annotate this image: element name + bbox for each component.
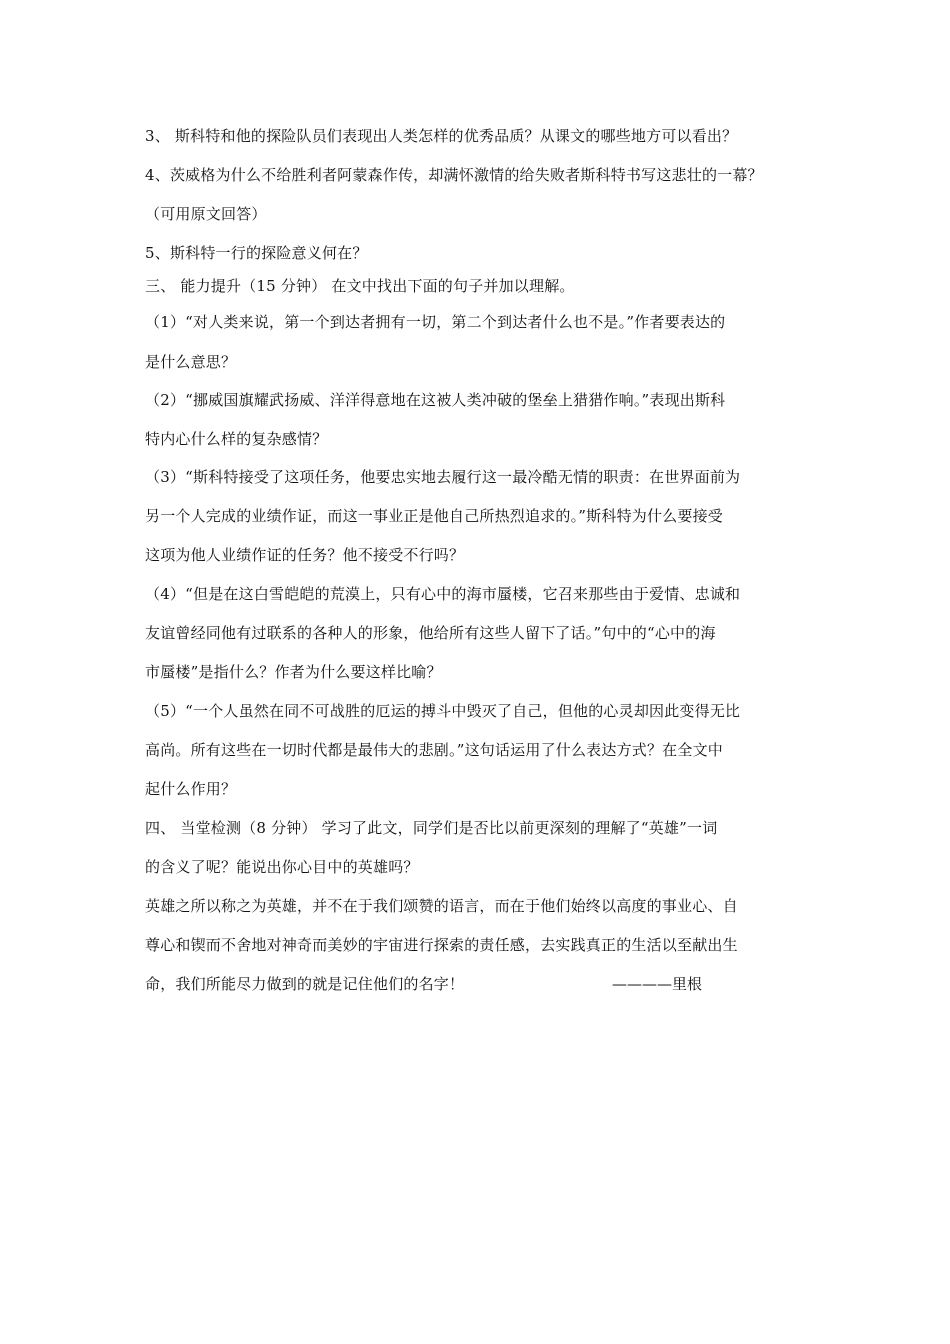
quote-line-3: 命，我们所能尽力做到的就是记住他们的名字！: [145, 975, 465, 993]
sentence-2-line-2: 特内心什么样的复杂感情？: [145, 430, 328, 448]
quote-credit: ————里根: [612, 975, 703, 993]
sentence-4-line-3: 市蜃楼”是指什么？作者为什么要这样比喻？: [145, 663, 442, 681]
question-4: 4、茨威格为什么不给胜利者阿蒙森作传，却满怀激情的给失败者斯科特书写这悲壮的一幕？: [145, 166, 763, 184]
sentence-4-line-2: 友谊曾经同他有过联系的各种人的形象，他给所有这些人留下了话。”句中的“心中的海: [145, 624, 716, 642]
sentence-1-line-2: 是什么意思？: [145, 353, 237, 371]
sentence-3-line-2: 另一个人完成的业绩作证，而这一事业正是他自己所热烈追求的。”斯科特为什么要接受: [145, 507, 723, 525]
sentence-5-line-2: 高尚。所有这些在一切时代都是最伟大的悲剧。”这句话运用了什么表达方式？在全文中: [145, 741, 723, 759]
quote-line-2: 尊心和锲而不舍地对神奇而美妙的宇宙进行探索的责任感，去实践真正的生活以至献出生: [145, 936, 738, 954]
sentence-1-line-1: （1）“对人类来说，第一个到达者拥有一切，第二个到达者什么也不是。”作者要表达的: [145, 313, 726, 331]
question-4-note: （可用原文回答）: [145, 205, 267, 223]
question-3: 3、 斯科特和他的探险队员们表现出人类怎样的优秀品质？从课文的哪些地方可以看出？: [145, 127, 738, 145]
sentence-2-line-1: （2）“挪威国旗耀武扬威、洋洋得意地在这被人类冲破的堡垒上猎猎作响。”表现出斯科: [145, 391, 726, 409]
section-3-heading: 三、 能力提升（15 分钟） 在文中找出下面的句子并加以理解。: [145, 277, 575, 295]
quote-line-1: 英雄之所以称之为英雄，并不在于我们颂赞的语言，而在于他们始终以高度的事业心、自: [145, 897, 738, 915]
question-5: 5、斯科特一行的探险意义何在？: [145, 244, 368, 262]
sentence-4-line-1: （4）“但是在这白雪皑皑的荒漠上，只有心中的海市蜃楼，它召来那些由于爱情、忠诚和: [145, 585, 741, 603]
sentence-5-line-1: （5）“一个人虽然在同不可战胜的厄运的搏斗中毁灭了自己，但他的心灵却因此变得无比: [145, 702, 741, 720]
sentence-5-line-3: 起什么作用？: [145, 780, 237, 798]
section-4-heading: 四、 当堂检测（8 分钟） 学习了此文，同学们是否比以前更深刻的理解了“英雄”一词: [145, 819, 718, 837]
sentence-3-line-3: 这项为他人业绩作证的任务？他不接受不行吗？: [145, 546, 465, 564]
sentence-3-line-1: （3）“斯科特接受了这项任务，他要忠实地去履行这一最冷酷无情的职责：在世界面前为: [145, 468, 741, 486]
section-4-question: 的含义了呢？能说出你心目中的英雄吗？: [145, 858, 419, 876]
